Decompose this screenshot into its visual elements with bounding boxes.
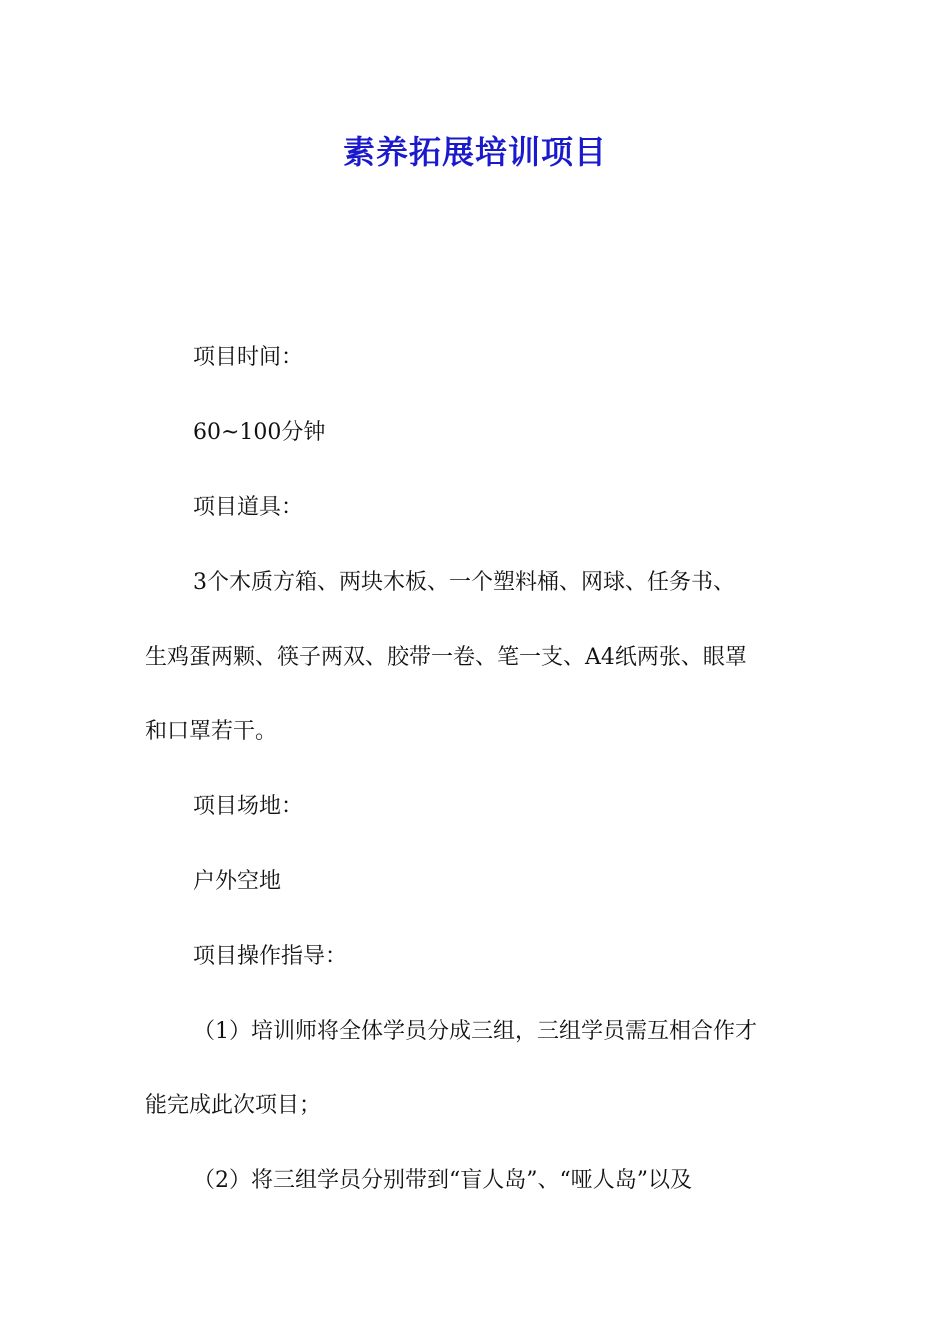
venue-value: 户外空地 bbox=[193, 869, 282, 894]
props-line-3: 和口罩若干。 bbox=[145, 719, 278, 744]
props-line-1: 3个木质方箱、两块木板、一个塑料桶、网球、任务书、 bbox=[193, 570, 735, 595]
props-line-2: 生鸡蛋两颗、筷子两双、胶带一卷、笔一支、A4纸两张、眼罩 bbox=[145, 645, 747, 670]
guide-step-1-line-2: 能完成此次项目； bbox=[145, 1093, 322, 1118]
section-label-time: 项目时间： bbox=[193, 345, 304, 370]
section-label-venue: 项目场地： bbox=[193, 794, 304, 819]
section-label-guide: 项目操作指导： bbox=[193, 944, 348, 969]
document-title: 素养拓展培训项目 bbox=[342, 133, 607, 171]
time-value: 60~100分钟 bbox=[193, 420, 326, 445]
section-label-props: 项目道具： bbox=[193, 495, 304, 520]
guide-step-1-line-1: （1）培训师将全体学员分成三组，三组学员需互相合作才 bbox=[193, 1019, 757, 1044]
guide-step-2-line-1: （2）将三组学员分别带到“盲人岛”、“哑人岛”以及 bbox=[193, 1168, 692, 1193]
